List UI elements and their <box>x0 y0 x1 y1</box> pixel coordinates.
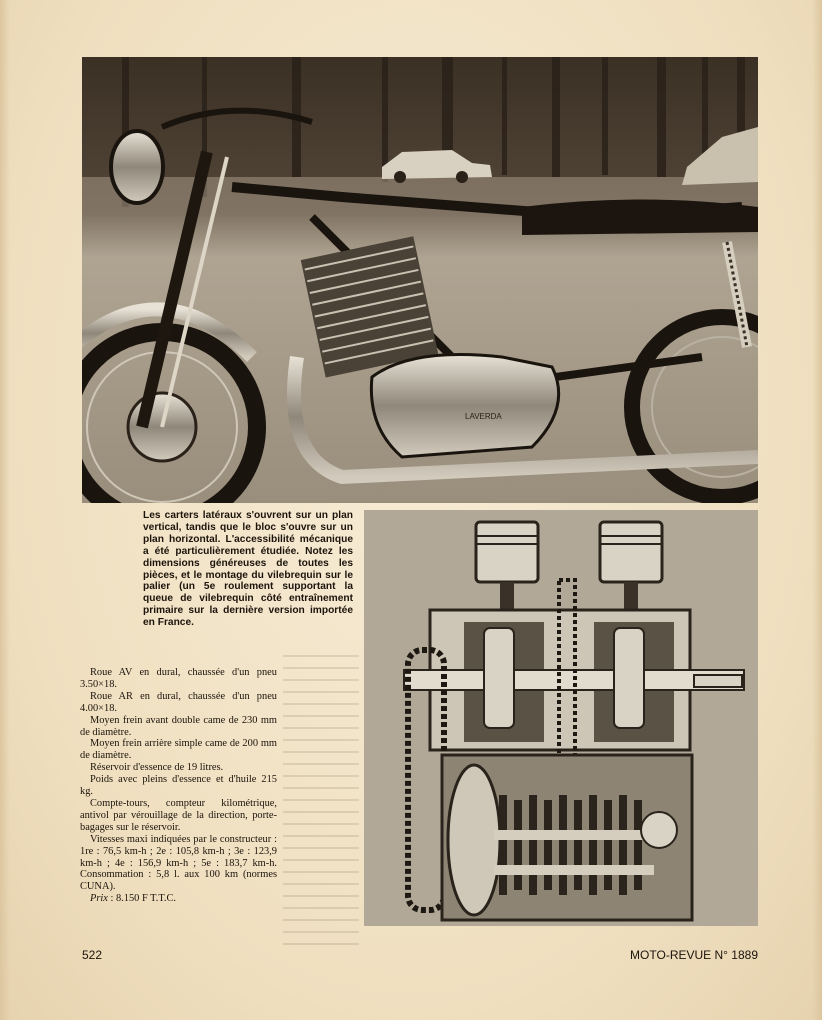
page-edge-right <box>812 0 822 1020</box>
motorcycle-photo <box>82 57 758 503</box>
price-value: : 8.150 F T.T.C. <box>110 893 177 905</box>
spec-rear-brake: Moyen frein arrière simple came de 200 mm de diamètre. <box>80 738 277 762</box>
spec-equipment: Compte-tours, compteur kilométrique, antivol par vérouillage de la direction, porte-bagages sur le réservoir. <box>80 797 277 833</box>
magazine-issue: MOTO-REVUE N° 1889 <box>630 948 758 962</box>
photo-caption: Les carters latéraux s'ouvrent sur un plan vertical, tandis que le bloc s'ouvre sur un plan horizontal. L'accessibilité mécanique a été particulièrement étudiée. Notez les dimensions généreuses de toutes les pièces, et le montage du vilebrequin sur le palier (un 5e roulement supportant la queue de vilebrequin côté entraînement primaire sur la dernière version importée en France. <box>143 510 353 629</box>
spec-price <box>80 893 277 905</box>
tank-logo: LAVERDA <box>465 412 502 421</box>
spec-fuel-tank: Réservoir d'essence de 19 litres. <box>90 762 224 774</box>
page-number: 522 <box>82 948 103 962</box>
spec-top-speeds: Vitesses maxi indiquées par le constructeur : 1re : 76,5 km-h ; 2e : 105,8 km-h ; 3e : 123,9 km-h ; 4e : 156,9 km-h ; 5e : 183,7 km-h. Consommation : 5,8 l. aux 100 km (normes CUNA). <box>80 833 277 893</box>
spec-weight: Poids avec pleins d'essence et d'huile 215 kg. <box>80 774 277 798</box>
spec-front-brake: Moyen frein avant double came de 230 mm de diamètre. <box>80 714 277 738</box>
spec-front-wheel: Roue AV en dural, chaussée d'un pneu 3.50×18. <box>80 667 277 690</box>
engine-internals-photo <box>364 510 758 926</box>
price-label: Prix <box>90 893 108 905</box>
bleed-through-text <box>283 655 359 945</box>
spec-rear-wheel: Roue AR en dural, chaussée d'un pneu 4.00×18. <box>80 690 277 714</box>
spec-column <box>80 667 277 905</box>
page-edge-left <box>0 0 10 1020</box>
